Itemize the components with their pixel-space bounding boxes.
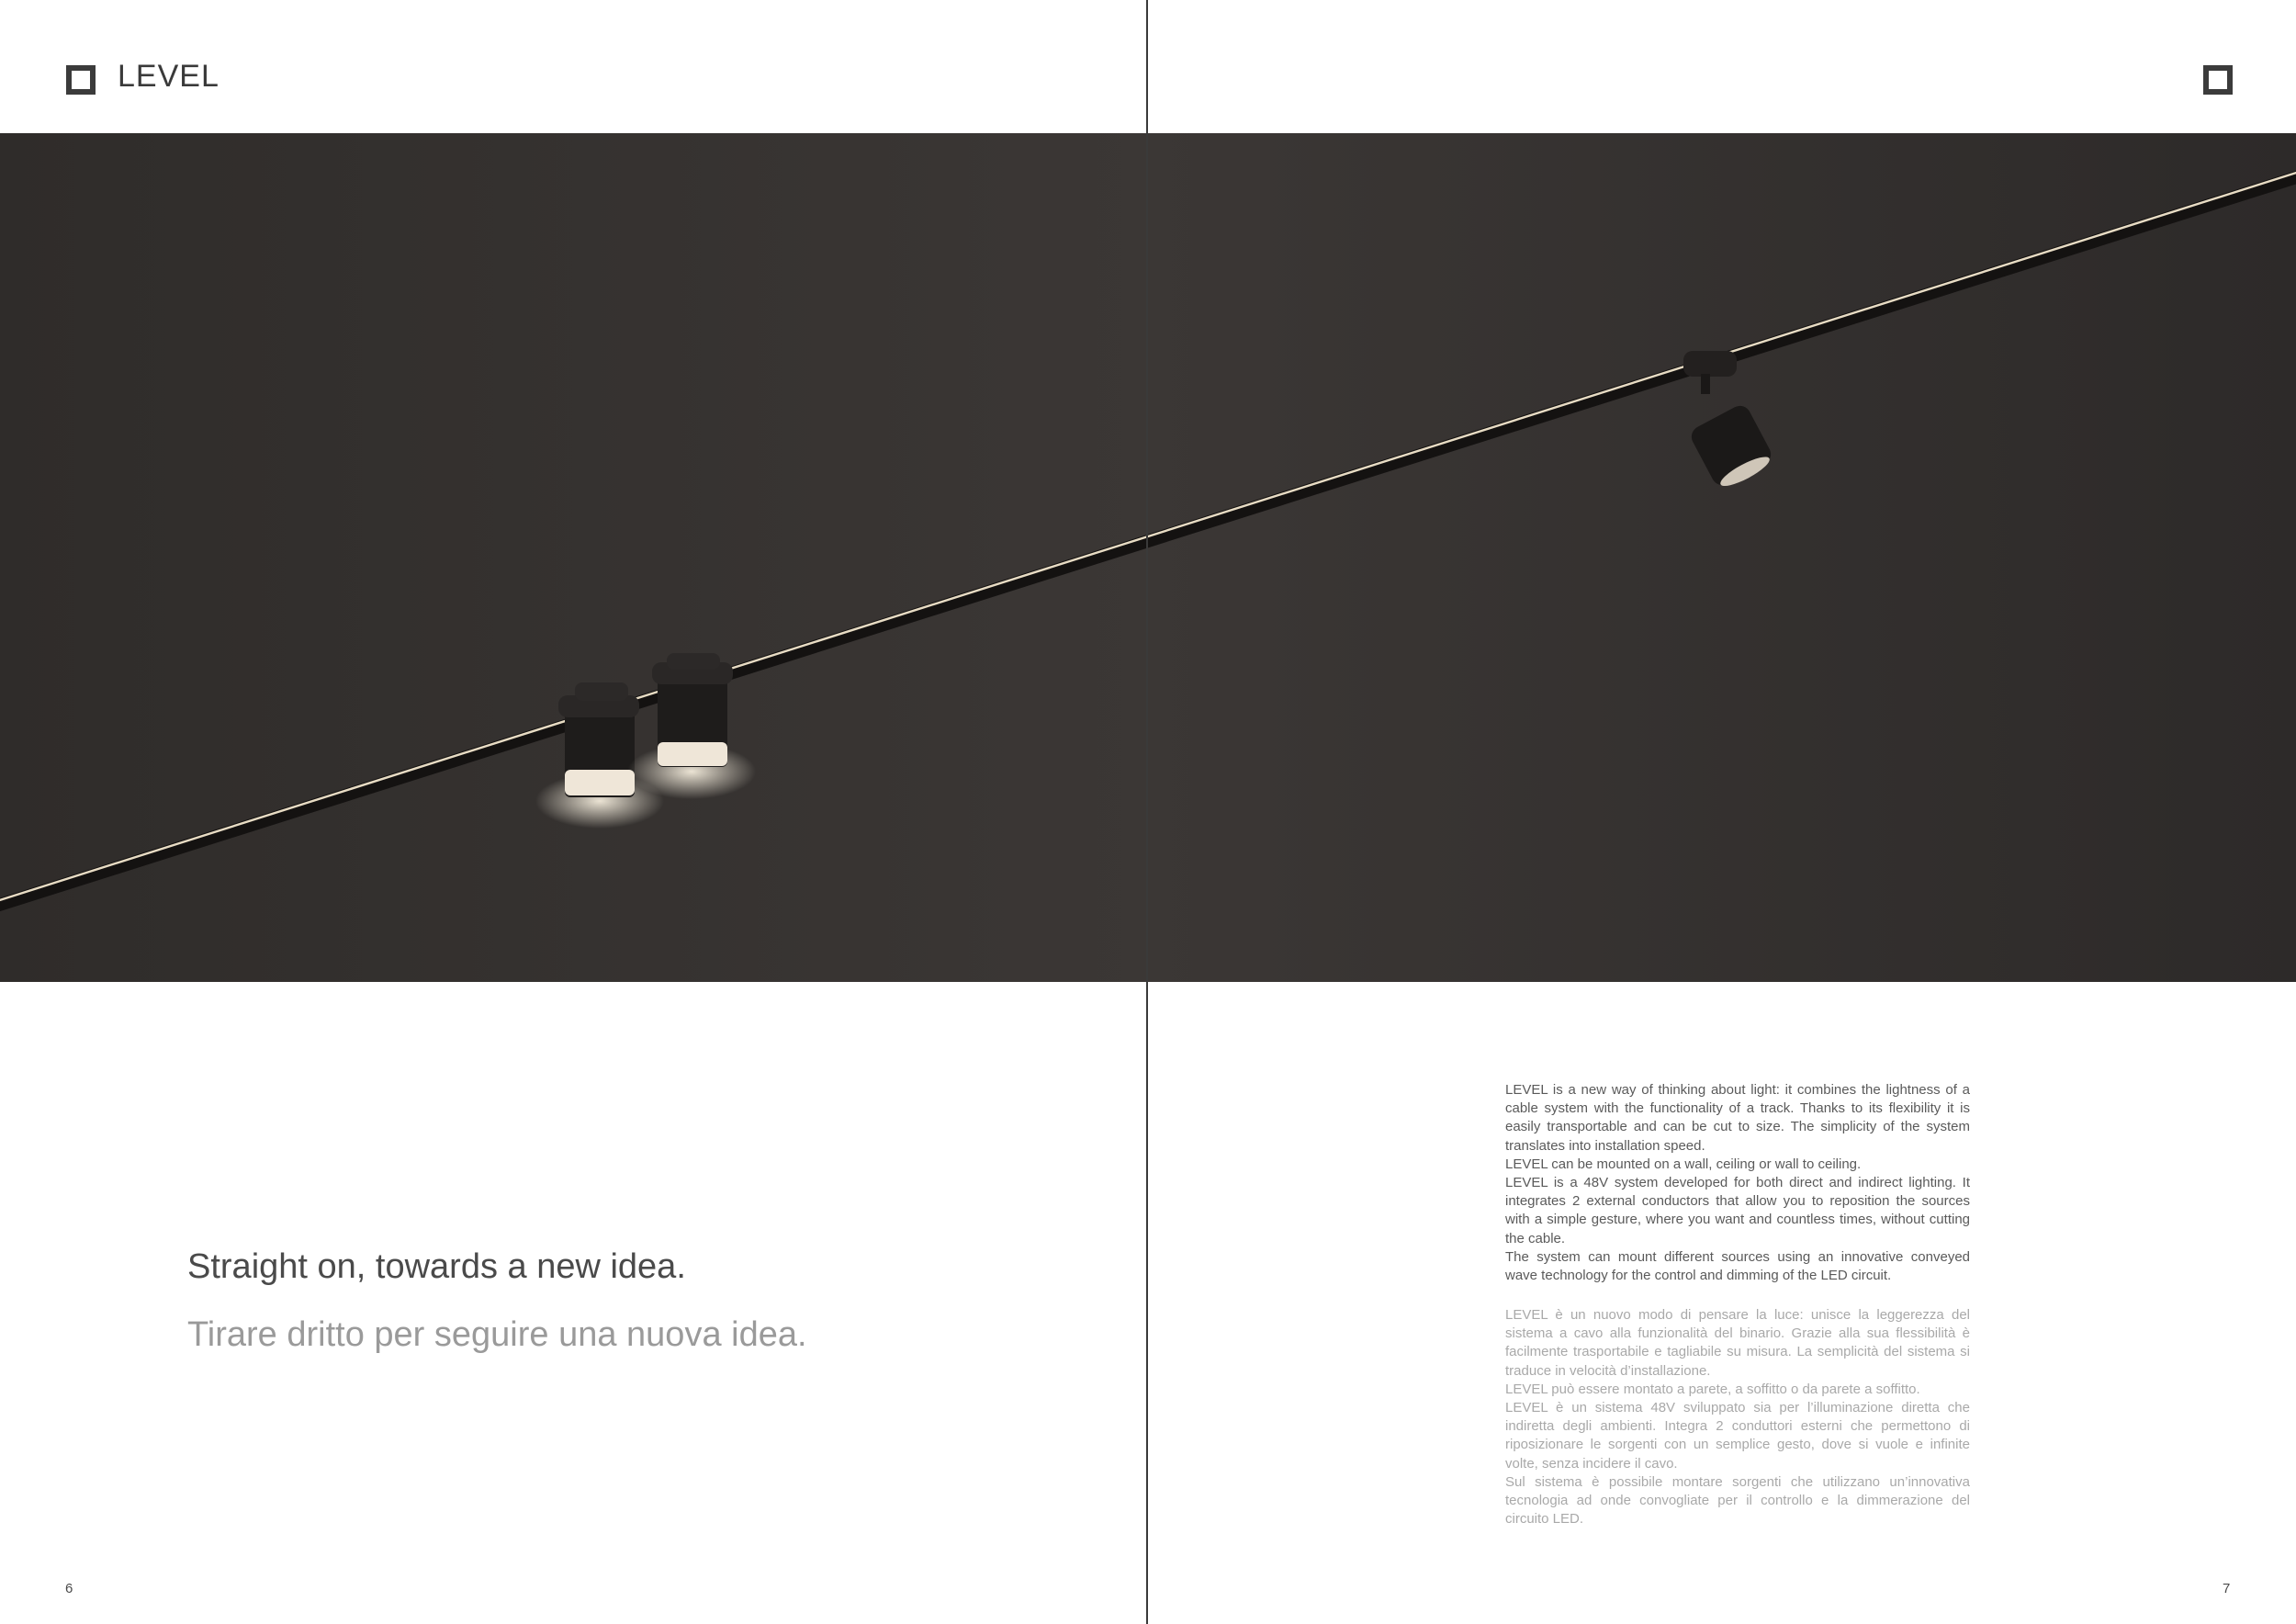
track-lighting-illustration [0,133,2296,982]
paragraph: LEVEL can be mounted on a wall, ceiling or wall to ceiling. [1505,1156,1862,1172]
paragraph: LEVEL può essere montato a parete, a soffitto o da parete a soffitto. [1505,1381,1920,1397]
paragraph: LEVEL è un nuovo modo di pensare la luce: unisce la leggerezza del sistema a cavo alla funzionalità del binario. Grazie alla sua flessibilità è facilmente trasportabile e tagliabile su misura. La semplicità del sistema si traduce in velocità d’installazione. [1505,1307,1970,1379]
paragraph: LEVEL is a 48V system developed for both direct and indirect lighting. It integrates 2 external conductors that allow you to reposition the sources with a simple gesture, where you want and countless times, without cutting the cable. [1505,1175,1970,1246]
page-number-left: 6 [65,1581,73,1596]
description-english [1505,1081,1970,1285]
hollow-square-icon [66,65,96,95]
product-photo [0,133,2296,982]
paragraph: The system can mount different sources using an innovative conveyed wave technology for the control and dimming of the LED circuit. [1505,1248,1970,1284]
paragraph: LEVEL è un sistema 48V sviluppato sia per l’illuminazione diretta che indiretta degli ambienti. Integra 2 conduttori esterni che permettono di riposizionare le sorgenti con un semplice gesto, dove si vuole e infinite volte, senza incidere il cavo. [1505,1400,1970,1472]
page-number-right: 7 [2223,1581,2231,1596]
hollow-square-icon [2203,65,2233,95]
paragraph: Sul sistema è possibile montare sorgenti che utilizzano un’innovativa tecnologia ad onde convogliate per il controllo e la dimmerazione del circuito LED. [1505,1473,1970,1528]
headline-italian: Tirare dritto per seguire una nuova idea. [187,1315,807,1354]
paragraph: LEVEL is a new way of thinking about light: it combines the lightness of a cable system with the functionality of a track. Thanks to its flexibility it is easily transportable and can be cut to size. The simplicity of the system translates into installation speed. [1505,1082,1970,1154]
brand-title: LEVEL [118,59,219,94]
description-italian [1505,1306,1970,1528]
headline-english: Straight on, towards a new idea. [187,1247,686,1286]
page-spine [1146,0,1148,1624]
